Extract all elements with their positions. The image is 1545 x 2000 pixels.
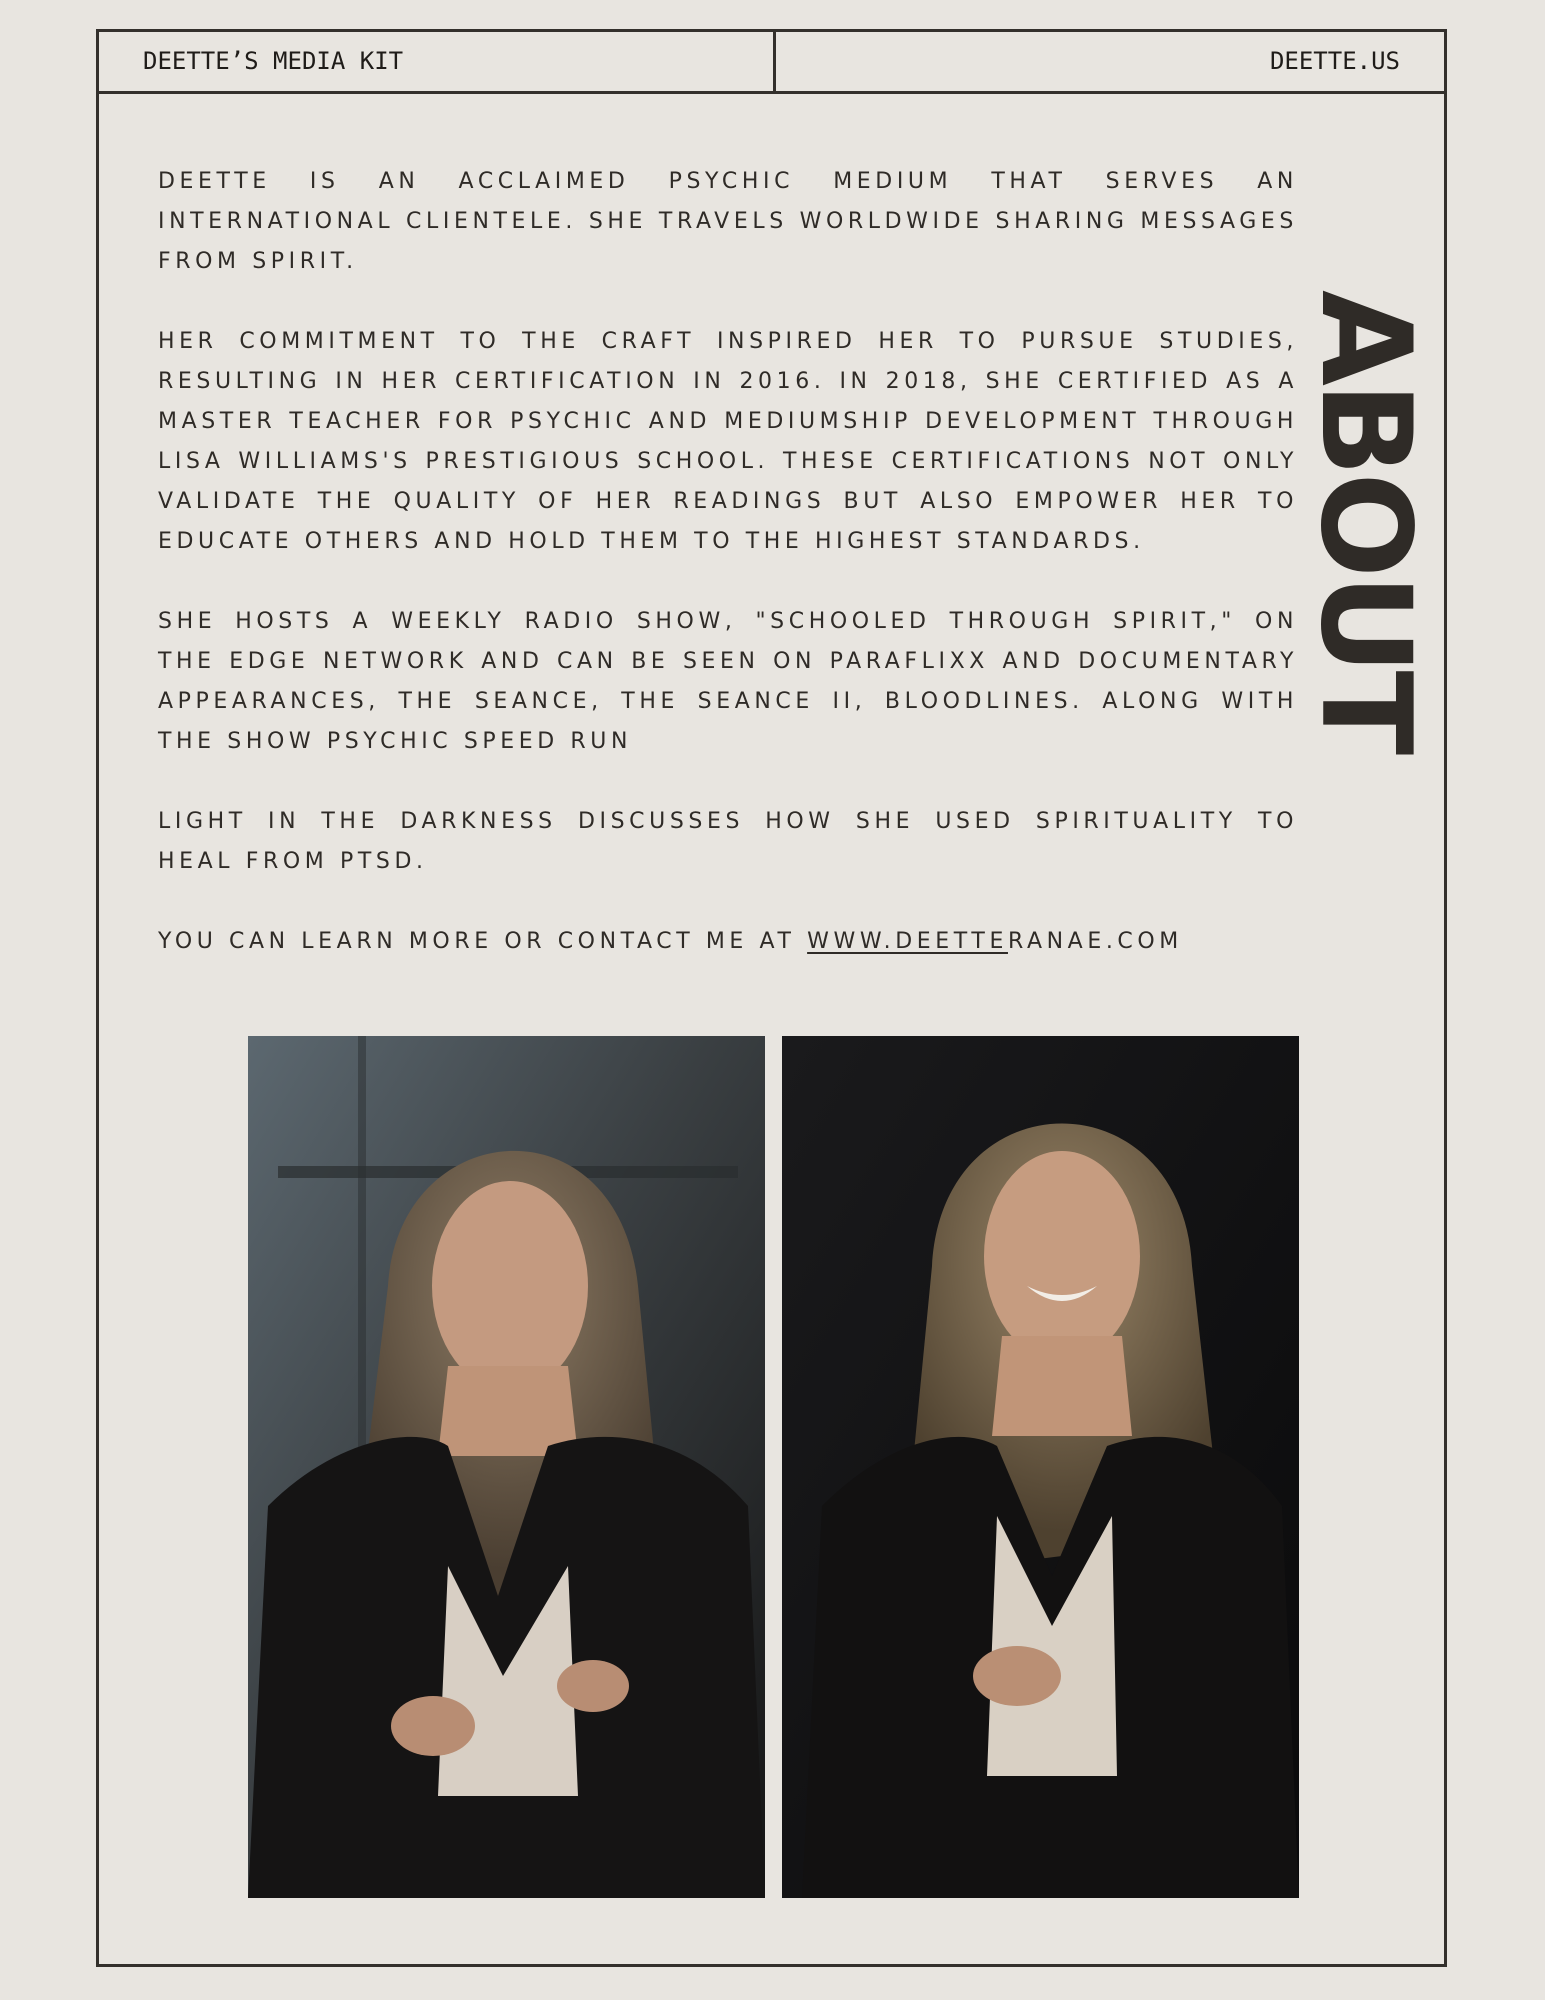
portrait-photo-left: [248, 1036, 765, 1898]
portrait-left-image: [248, 1036, 765, 1898]
header-divider: [773, 32, 776, 91]
about-heading: ABOUT: [1293, 290, 1437, 752]
portrait-right-image: [782, 1036, 1299, 1898]
paragraph-media: SHE HOSTS A WEEKLY RADIO SHOW, "SCHOOLED THROUGH SPIRIT," ON THE EDGE NETWORK AND CAN BE SEEN ON PARAFLIXX AND DOCUMENTARY APPEARANCES, THE SEANCE, THE SEANCE II, BLOODLINES. ALONG WITH THE SHOW PSYCHIC SPEED RUN: [158, 609, 1298, 754]
portrait-photo-right: [782, 1036, 1299, 1898]
header-bar: [99, 32, 1444, 94]
website-link[interactable]: WWW.DEETTE: [807, 929, 1008, 954]
paragraph-certification: HER COMMITMENT TO THE CRAFT INSPIRED HER TO PURSUE STUDIES, RESULTING IN HER CERTIFICATION IN 2016. IN 2018, SHE CERTIFIED AS A MASTER TEACHER FOR PSYCHIC AND MEDIUMSHIP DEVELOPMENT THROUGH LISA WILLIAMS'S PRESTIGIOUS SCHOOL. THESE CERTIFICATIONS NOT ONLY VALIDATE THE QUALITY OF HER READINGS BUT ALSO EMPOWER HER TO EDUCATE OTHERS AND HOLD THEM TO THE HIGHEST STANDARDS.: [158, 329, 1298, 554]
website-label: DEETTE.US: [1269, 47, 1400, 75]
contact-line: [158, 922, 1298, 962]
contact-prefix: YOU CAN LEARN MORE OR CONTACT ME AT: [158, 929, 808, 954]
website-link-rest[interactable]: RANAE.COM: [1007, 929, 1183, 954]
media-kit-title: DEETTE’S MEDIA KIT: [143, 47, 404, 75]
paragraph-book: LIGHT IN THE DARKNESS DISCUSSES HOW SHE USED SPIRITUALITY TO HEAL FROM PTSD.: [158, 809, 1298, 874]
paragraph-intro: DEETTE IS AN ACCLAIMED PSYCHIC MEDIUM THAT SERVES AN INTERNATIONAL CLIENTELE. SHE TRAVELS WORLDWIDE SHARING MESSAGES FROM SPIRIT.: [158, 169, 1298, 274]
about-body: [158, 162, 1298, 1002]
